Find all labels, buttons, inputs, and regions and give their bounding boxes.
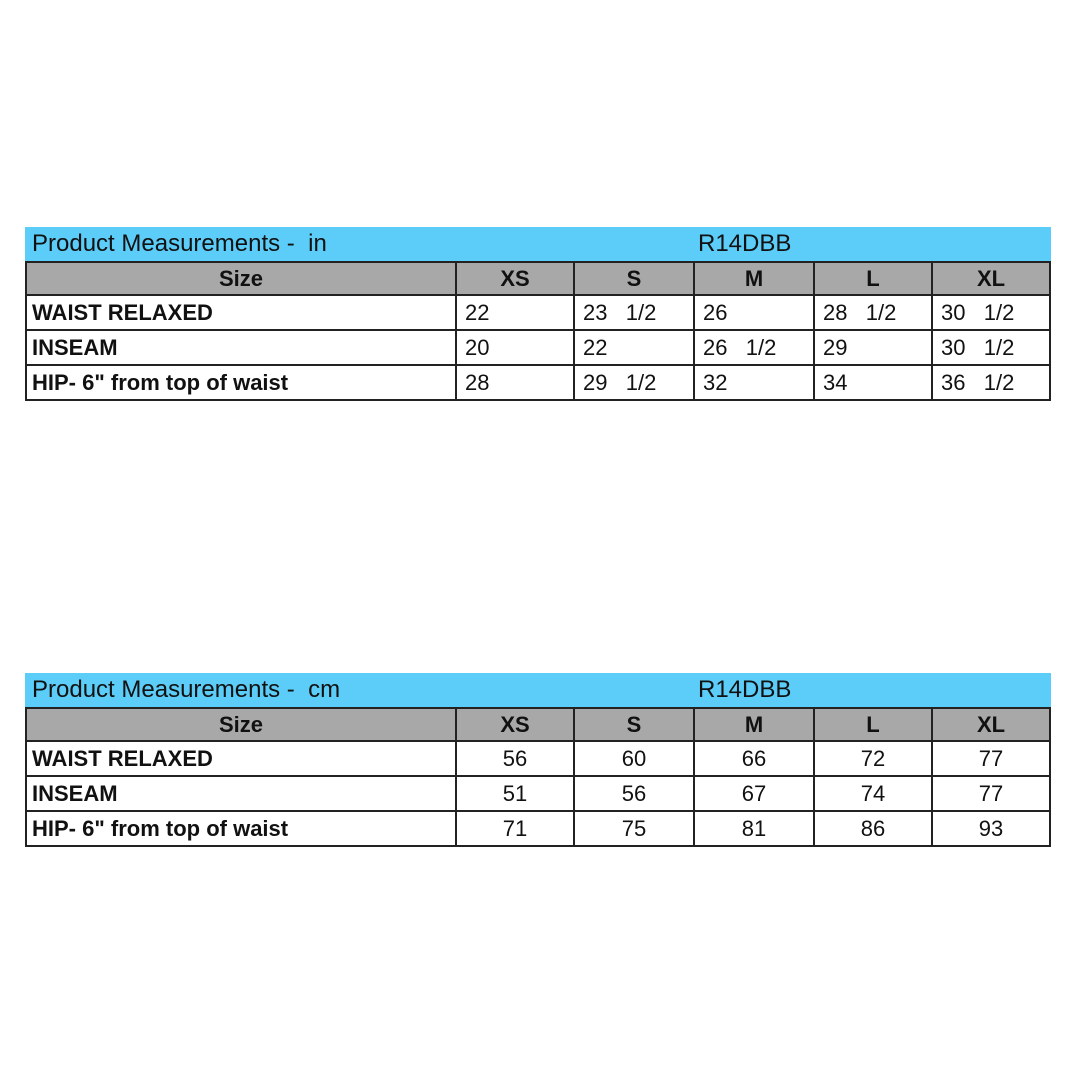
row-label: WAIST RELAXED: [26, 295, 456, 330]
cell: 26: [694, 295, 814, 330]
header-row: [26, 708, 1050, 741]
header-size: Size: [26, 262, 456, 295]
table-row: [26, 330, 1050, 365]
table-row: [26, 776, 1050, 811]
cell: 56: [574, 776, 694, 811]
header-s: S: [574, 262, 694, 295]
cell: 66: [694, 741, 814, 776]
cell: 29: [814, 330, 932, 365]
cell: 72: [814, 741, 932, 776]
measurements-table-inches: [25, 227, 1051, 401]
header-xs: XS: [456, 708, 574, 741]
header-l: L: [814, 708, 932, 741]
cell: 22: [456, 295, 574, 330]
table-title-bar: [25, 227, 1051, 261]
cell: 34: [814, 365, 932, 400]
table-title-bar: [25, 673, 1051, 707]
header-m: M: [694, 708, 814, 741]
header-xl: XL: [932, 262, 1050, 295]
size-table: [25, 261, 1051, 401]
table-title: Product Measurements - cm: [32, 676, 341, 703]
cell: 60: [574, 741, 694, 776]
table-title: Product Measurements - in: [32, 230, 327, 257]
size-table: [25, 707, 1051, 847]
measurements-table-cm: [25, 673, 1051, 847]
cell: 29 1/2: [574, 365, 694, 400]
table-row: [26, 365, 1050, 400]
row-label: INSEAM: [26, 330, 456, 365]
cell: 71: [456, 811, 574, 846]
cell: 86: [814, 811, 932, 846]
cell: 23 1/2: [574, 295, 694, 330]
product-code: R14DBB: [698, 230, 792, 257]
cell: 30 1/2: [932, 330, 1050, 365]
cell: 26 1/2: [694, 330, 814, 365]
header-m: M: [694, 262, 814, 295]
header-l: L: [814, 262, 932, 295]
table-row: [26, 811, 1050, 846]
cell: 77: [932, 776, 1050, 811]
row-label: WAIST RELAXED: [26, 741, 456, 776]
row-label: HIP- 6" from top of waist: [26, 365, 456, 400]
cell: 75: [574, 811, 694, 846]
table-row: [26, 741, 1050, 776]
cell: 51: [456, 776, 574, 811]
cell: 22: [574, 330, 694, 365]
row-label: INSEAM: [26, 776, 456, 811]
cell: 56: [456, 741, 574, 776]
cell: 77: [932, 741, 1050, 776]
cell: 93: [932, 811, 1050, 846]
cell: 30 1/2: [932, 295, 1050, 330]
cell: 28: [456, 365, 574, 400]
product-code: R14DBB: [698, 676, 792, 703]
cell: 74: [814, 776, 932, 811]
cell: 67: [694, 776, 814, 811]
cell: 32: [694, 365, 814, 400]
table-row: [26, 295, 1050, 330]
cell: 81: [694, 811, 814, 846]
header-s: S: [574, 708, 694, 741]
header-xl: XL: [932, 708, 1050, 741]
header-xs: XS: [456, 262, 574, 295]
header-row: [26, 262, 1050, 295]
cell: 36 1/2: [932, 365, 1050, 400]
header-size: Size: [26, 708, 456, 741]
cell: 20: [456, 330, 574, 365]
row-label: HIP- 6" from top of waist: [26, 811, 456, 846]
cell: 28 1/2: [814, 295, 932, 330]
